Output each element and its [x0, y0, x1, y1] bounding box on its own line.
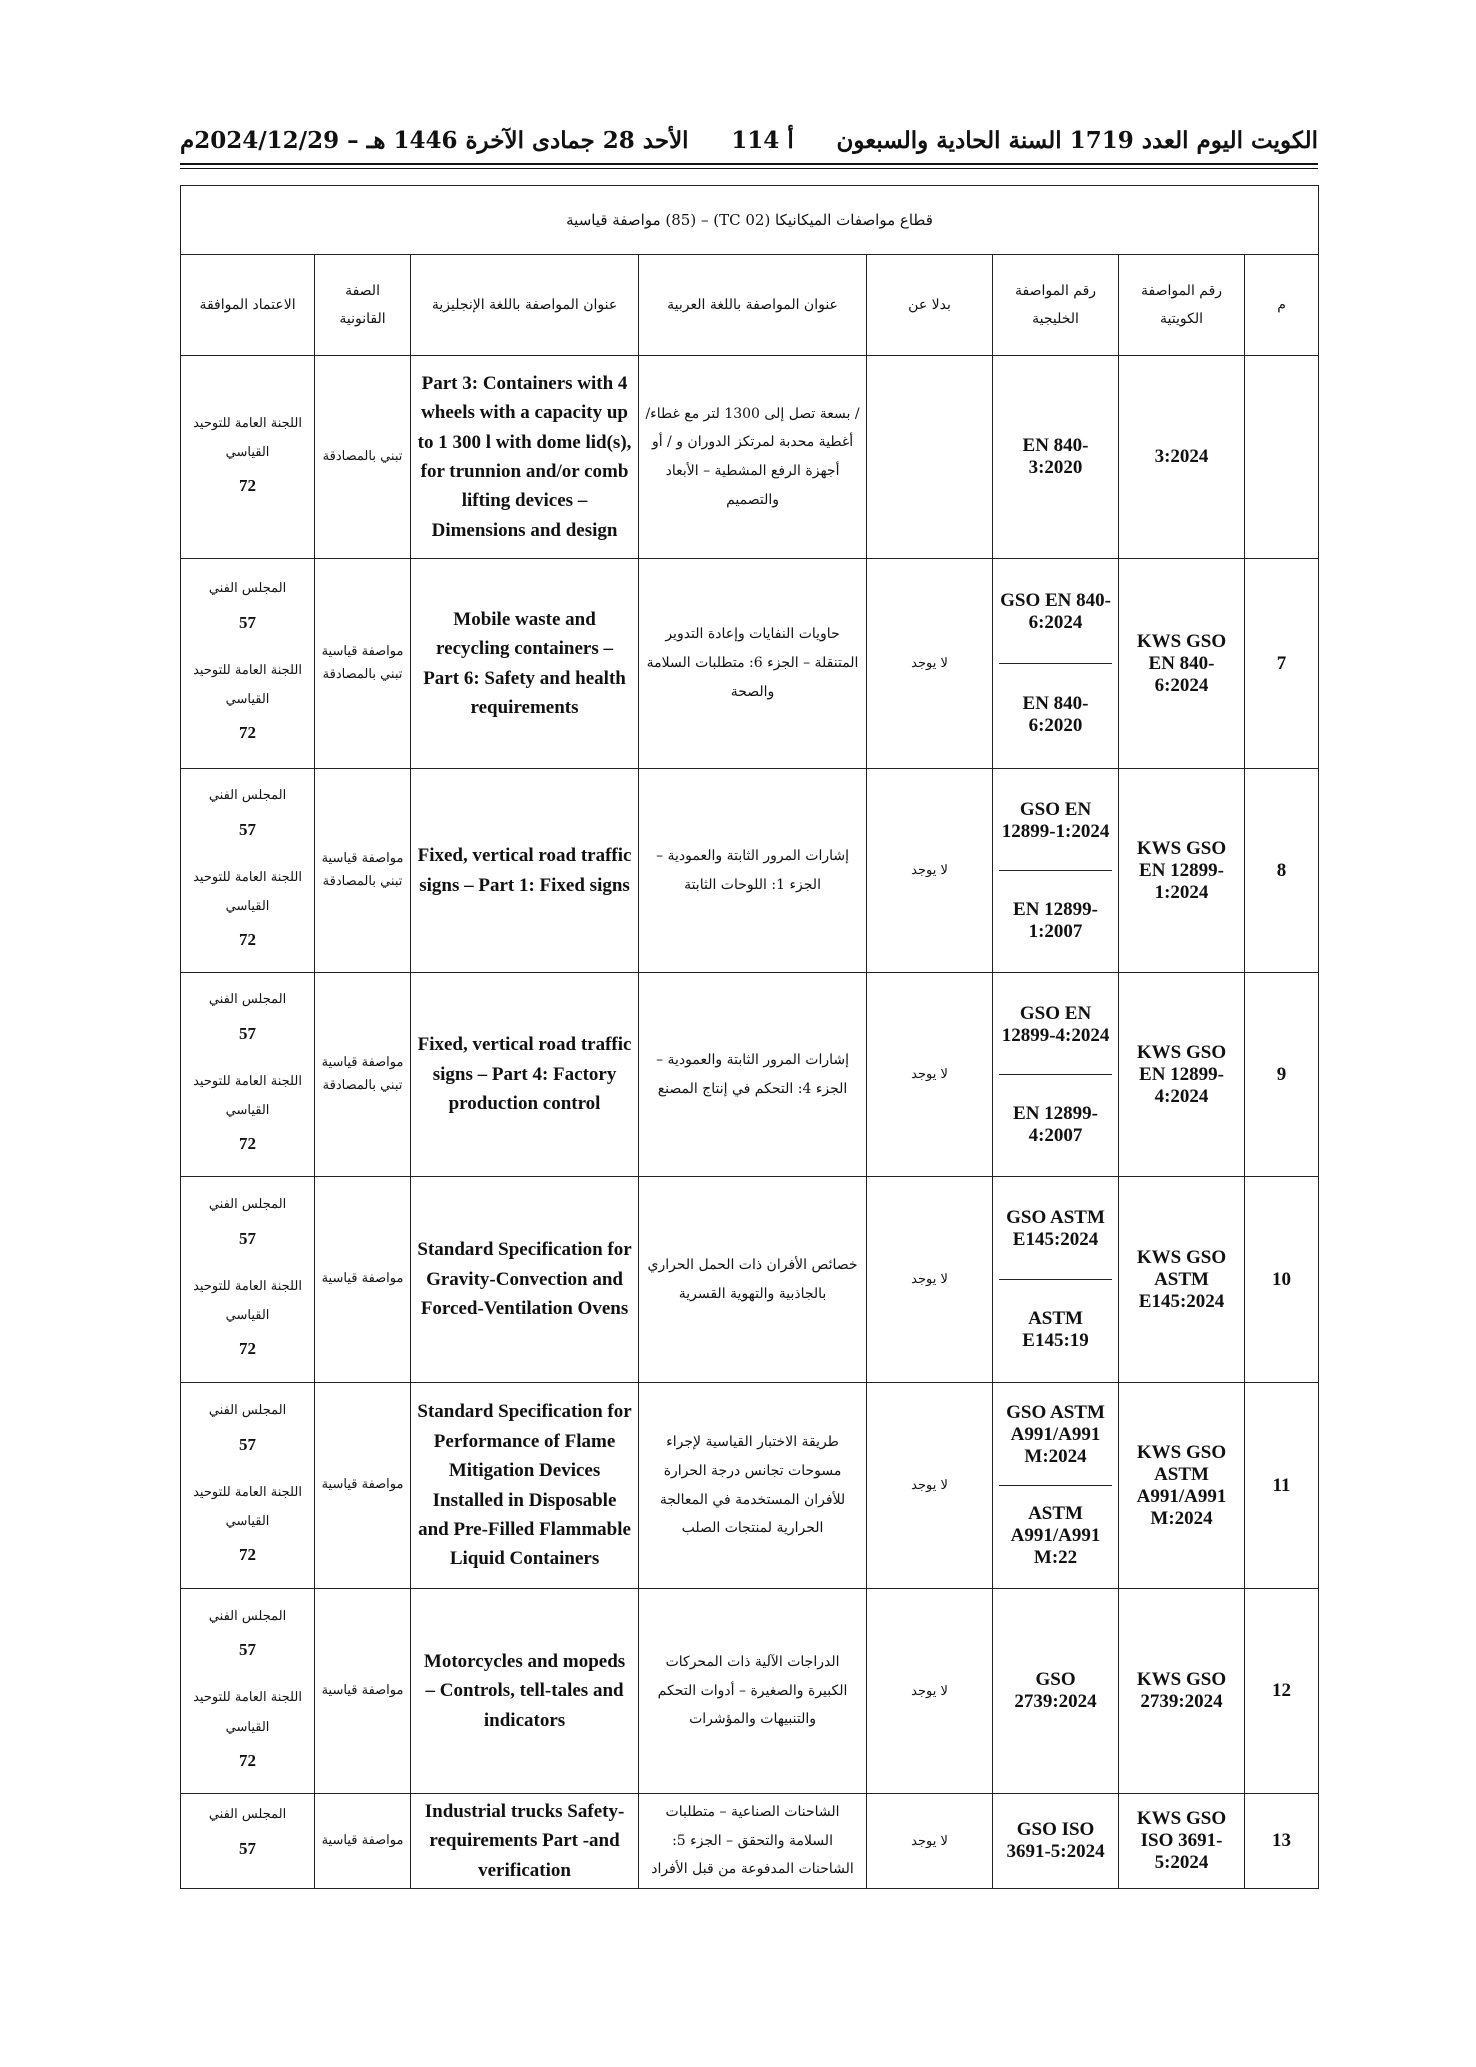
legal-status: تبني بالمصادقة	[315, 356, 411, 559]
gulf-standard-number	[993, 973, 1119, 1177]
approval-council: المجلس الفني	[208, 1807, 287, 1823]
legal-status: مواصفة قياسية	[315, 1177, 411, 1383]
approval-committee: اللجنة العامة للتوحيد القياسي	[193, 1690, 302, 1735]
approval-cell	[181, 769, 315, 973]
col-header-approval: الاعتماد الموافقة	[181, 255, 315, 356]
gulf-standard-number	[993, 1383, 1119, 1589]
approval-council-number: 57	[239, 612, 257, 632]
kuwaiti-standard-number: KWS GSO 2739:2024	[1119, 1589, 1245, 1794]
replaces-value: لا يوجد	[867, 769, 993, 973]
title-arabic: / بسعة تصل إلى 1300 لتر مع غطاء/أغطية محدبة لمرتكز الدوران و / أو أجهزة الرفع المشطية – الأبعاد والتصميم	[639, 356, 867, 559]
approval-cell	[181, 1383, 315, 1589]
col-header-m: م	[1245, 255, 1319, 356]
header-page-number: أ 114	[731, 126, 794, 154]
approval-committee: اللجنة العامة للتوحيد القياسي	[193, 415, 302, 460]
legal-status: مواصفة قياسية	[315, 1589, 411, 1794]
replaces-value: لا يوجد	[867, 1589, 993, 1794]
gulf-standard-number: EN 840-3:2020	[993, 356, 1119, 559]
replaces-value	[867, 356, 993, 559]
approval-cell	[181, 973, 315, 1177]
title-arabic: طريقة الاختبار القياسية لإجراء مسوحات تجانس درجة الحرارة للأفران المستخدمة في المعالجة الحرارية لمنتجات الصلب	[639, 1383, 867, 1589]
col-header-kuwaiti: رقم المواصفة الكويتية	[1119, 255, 1245, 356]
table-row	[181, 356, 1319, 559]
gulf-standard-item: GSO EN 12899-4:2024	[999, 975, 1112, 1075]
legal-status: مواصفة قياسية	[315, 1383, 411, 1589]
row-number: 8	[1245, 769, 1319, 973]
header-rule	[180, 163, 1318, 165]
gulf-standard-item: ASTM E145:19	[1022, 1308, 1089, 1351]
row-number: 11	[1245, 1383, 1319, 1589]
approval-council-number: 57	[239, 1434, 257, 1454]
col-header-gulf: رقم المواصفة الخليجية	[993, 255, 1119, 356]
row-number: 12	[1245, 1589, 1319, 1794]
standards-table	[180, 185, 1319, 1889]
approval-council-number: 57	[239, 1023, 257, 1043]
gulf-standard-item: GSO ASTM E145:2024	[999, 1179, 1112, 1280]
row-number: 9	[1245, 973, 1319, 1177]
row-number: 10	[1245, 1177, 1319, 1383]
approval-council: المجلس الفني	[208, 1403, 287, 1419]
approval-cell	[181, 1177, 315, 1383]
table-row	[181, 1383, 1319, 1589]
gulf-standard-item: GSO EN 12899-1:2024	[999, 771, 1112, 871]
table-row	[181, 1177, 1319, 1383]
table-row	[181, 769, 1319, 973]
table-row	[181, 1589, 1319, 1794]
approval-committee-number: 72	[239, 476, 257, 496]
kuwaiti-standard-number: KWS GSO EN 840-6:2024	[1119, 559, 1245, 769]
col-header-title-en: عنوان المواصفة باللغة الإنجليزية	[411, 255, 639, 356]
row-number: 13	[1245, 1794, 1319, 1889]
title-english: Motorcycles and mopeds – Controls, tell-tales and indicators	[411, 1589, 639, 1794]
title-english: Mobile waste and recycling containers – Part 6: Safety and health requirements	[411, 559, 639, 769]
approval-committee-number: 72	[239, 1339, 257, 1359]
approval-committee: اللجنة العامة للتوحيد القياسي	[193, 1073, 302, 1119]
approval-cell	[181, 1794, 315, 1889]
gulf-standard-number: GSO 2739:2024	[993, 1589, 1119, 1794]
title-english: Fixed, vertical road traffic signs – Part 1: Fixed signs	[411, 769, 639, 973]
approval-cell	[181, 559, 315, 769]
title-arabic: إشارات المرور الثابتة والعمودية – الجزء 4: التحكم في إنتاج المصنع	[639, 973, 867, 1177]
gulf-standard-item: EN 12899-4:2007	[1013, 1102, 1099, 1146]
header-date: الأحد 28 جمادى الآخرة 1446 هـ – 2024/12/29م	[180, 126, 689, 154]
sector-title: قطاع مواصفات الميكانيكا (TC 02) – (85) مواصفة قياسية	[181, 186, 1319, 255]
gulf-standard-number: GSO ISO 3691-5:2024	[993, 1794, 1119, 1889]
gulf-standard-item: EN 12899-1:2007	[1013, 898, 1099, 942]
approval-council: المجلس الفني	[208, 992, 287, 1008]
approval-cell	[181, 1589, 315, 1794]
kuwaiti-standard-number: KWS GSO EN 12899-4:2024	[1119, 973, 1245, 1177]
approval-committee-number: 72	[239, 1750, 257, 1770]
gulf-standard-number	[993, 559, 1119, 769]
col-header-legal: الصفة القانونية	[315, 255, 411, 356]
approval-cell	[181, 356, 315, 559]
kuwaiti-standard-number: KWS GSO ASTM A991/A991 M:2024	[1119, 1383, 1245, 1589]
gulf-standard-number	[993, 1177, 1119, 1383]
gulf-standard-number	[993, 769, 1119, 973]
title-arabic: الدراجات الآلية ذات المحركات الكبيرة والصغيرة – أدوات التحكم والتنبيهات والمؤشرات	[639, 1589, 867, 1794]
header-rule-thin	[180, 168, 1318, 169]
kuwaiti-standard-number: KWS GSO ISO 3691-5:2024	[1119, 1794, 1245, 1889]
row-number: 7	[1245, 559, 1319, 769]
approval-committee: اللجنة العامة للتوحيد القياسي	[193, 662, 302, 708]
kuwaiti-standard-number: 3:2024	[1119, 356, 1245, 559]
col-header-replaces: بدلا عن	[867, 255, 993, 356]
title-arabic: الشاحنات الصناعية – متطلبات السلامة والتحقق – الجزء 5: الشاحنات المدفوعة من قبل الأفراد	[639, 1794, 867, 1889]
gulf-standard-item: ASTM A991/A991 M:22	[1010, 1503, 1101, 1568]
title-english: Standard Specification for Performance of Flame Mitigation Devices Installed in Disposable and Pre-Filled Flammable Liquid Containers	[411, 1383, 639, 1589]
table-row	[181, 559, 1319, 769]
row-number	[1245, 356, 1319, 559]
gulf-standard-item: GSO ASTM A991/A991 M:2024	[999, 1385, 1112, 1486]
gulf-standard-item: GSO EN 840-6:2024	[999, 561, 1112, 664]
kuwaiti-standard-number: KWS GSO EN 12899-1:2024	[1119, 769, 1245, 973]
approval-committee: اللجنة العامة للتوحيد القياسي	[193, 869, 302, 915]
title-arabic: إشارات المرور الثابتة والعمودية – الجزء 1: اللوحات الثابتة	[639, 769, 867, 973]
legal-status: مواصفة قياسية تبني بالمصادقة	[315, 769, 411, 973]
title-english: Fixed, vertical road traffic signs – Part 4: Factory production control	[411, 973, 639, 1177]
replaces-value: لا يوجد	[867, 973, 993, 1177]
col-header-title-ar: عنوان المواصفة باللغة العربية	[639, 255, 867, 356]
replaces-value: لا يوجد	[867, 1177, 993, 1383]
legal-status: مواصفة قياسية تبني بالمصادقة	[315, 559, 411, 769]
approval-council-number: 57	[239, 819, 257, 839]
approval-committee-number: 72	[239, 930, 257, 950]
replaces-value: لا يوجد	[867, 559, 993, 769]
title-arabic: خصائص الأفران ذات الحمل الحراري بالجاذبية والتهوية القسرية	[639, 1177, 867, 1383]
replaces-value: لا يوجد	[867, 1383, 993, 1589]
approval-council: المجلس الفني	[208, 1608, 287, 1624]
approval-council-number: 57	[239, 1640, 257, 1660]
table-row	[181, 1794, 1319, 1889]
approval-council-number: 57	[239, 1228, 257, 1248]
kuwaiti-standard-number: KWS GSO ASTM E145:2024	[1119, 1177, 1245, 1383]
title-english: Standard Specification for Gravity-Convection and Forced-Ventilation Ovens	[411, 1177, 639, 1383]
page-header	[180, 120, 1318, 160]
legal-status: مواصفة قياسية	[315, 1794, 411, 1889]
approval-committee: اللجنة العامة للتوحيد القياسي	[193, 1484, 302, 1530]
approval-committee-number: 72	[239, 1134, 257, 1154]
approval-committee-number: 72	[239, 723, 257, 743]
title-english: -Industrial trucks Safety requirements Part -and verification	[411, 1794, 639, 1889]
replaces-value: لا يوجد	[867, 1794, 993, 1889]
title-arabic: حاويات النفايات وإعادة التدوير المتنقلة – الجزء 6: متطلبات السلامة والصحة	[639, 559, 867, 769]
approval-council: المجلس الفني	[208, 1197, 287, 1213]
table-row	[181, 973, 1319, 1177]
legal-status: مواصفة قياسية تبني بالمصادقة	[315, 973, 411, 1177]
approval-council: المجلس الفني	[208, 788, 287, 804]
gulf-standard-item: EN 840-6:2020	[1022, 693, 1089, 736]
header-issue: الكويت اليوم العدد 1719 السنة الحادية والسبعون	[836, 126, 1318, 154]
approval-council: المجلس الفني	[208, 581, 287, 597]
approval-council-number: 57	[239, 1838, 257, 1858]
approval-committee: اللجنة العامة للتوحيد القياسي	[193, 1278, 302, 1324]
approval-committee-number: 72	[239, 1545, 257, 1565]
title-english: Part 3: Containers with 4 wheels with a capacity up to 1 300 l with dome lid(s), for trunnion and/or comb lifting devices – Dimensions and design	[411, 356, 639, 559]
